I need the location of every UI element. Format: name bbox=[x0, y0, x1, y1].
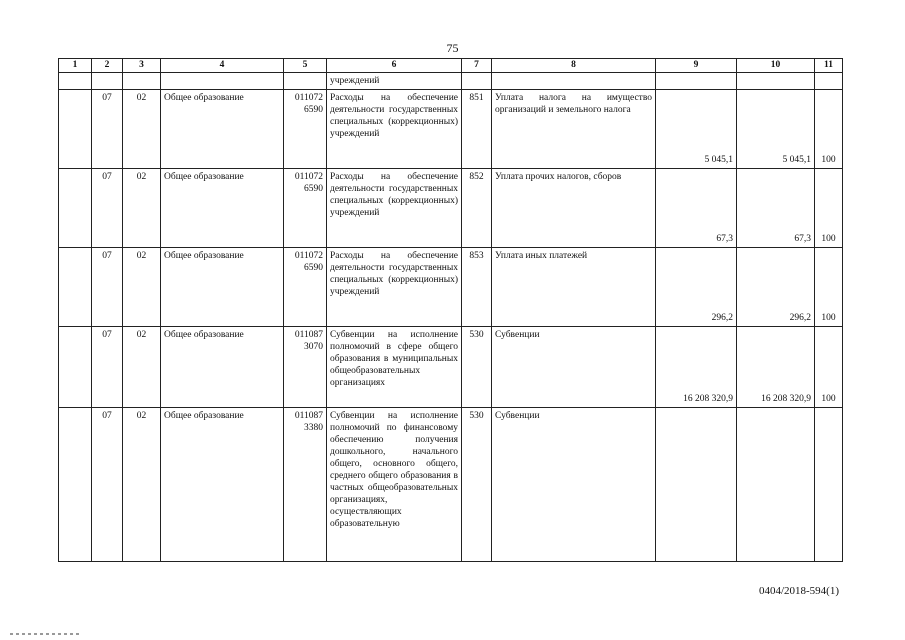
cell-percent: 100 bbox=[815, 327, 843, 408]
cell-expense-name: Уплата прочих налогов, сборов bbox=[492, 169, 656, 248]
cell-actual: 16 208 320,9 bbox=[737, 327, 815, 408]
header-cell: 10 bbox=[737, 59, 815, 73]
cell-actual: 67,3 bbox=[737, 169, 815, 248]
header-cell: 2 bbox=[92, 59, 123, 73]
table-row bbox=[59, 169, 843, 248]
continuation-row bbox=[59, 73, 843, 90]
cell-target-code: 011087 3380 bbox=[284, 408, 327, 562]
header-cell: 9 bbox=[656, 59, 737, 73]
header-cell: 1 bbox=[59, 59, 92, 73]
cell-section: 07 bbox=[92, 327, 123, 408]
cell-expense-name: Уплата налога на имущество организаций и земельного налога bbox=[492, 90, 656, 169]
header-cell: 8 bbox=[492, 59, 656, 73]
cell-subsection: 02 bbox=[123, 327, 161, 408]
table-row bbox=[59, 248, 843, 327]
cell-percent bbox=[815, 408, 843, 562]
page-number: 75 bbox=[446, 41, 459, 55]
header-cell: 11 bbox=[815, 59, 843, 73]
cell-purpose: учреждений bbox=[327, 73, 462, 90]
cell-name: Общее образование bbox=[161, 248, 284, 327]
cell-purpose: Субвенции на исполнение полномочий в сфере общего образования в муниципальных общеобразовательных организациях bbox=[327, 327, 462, 408]
table-row bbox=[59, 327, 843, 408]
cell-actual bbox=[737, 408, 815, 562]
header-cell: 5 bbox=[284, 59, 327, 73]
cell-actual: 296,2 bbox=[737, 248, 815, 327]
cell-section: 07 bbox=[92, 248, 123, 327]
cell-expense-name: Субвенции bbox=[492, 327, 656, 408]
cell-plan bbox=[656, 408, 737, 562]
cell-expense-name: Субвенции bbox=[492, 408, 656, 562]
cell-target-code: 011087 3070 bbox=[284, 327, 327, 408]
cell-plan: 5 045,1 bbox=[656, 90, 737, 169]
scan-artifact bbox=[10, 633, 80, 635]
cell-expense-type: 530 bbox=[462, 327, 492, 408]
cell-percent: 100 bbox=[815, 90, 843, 169]
cell-expense-type: 852 bbox=[462, 169, 492, 248]
cell-purpose: Расходы на обеспечение деятельности государственных специальных (коррекционных) учреждений bbox=[327, 248, 462, 327]
cell-actual: 5 045,1 bbox=[737, 90, 815, 169]
table-row bbox=[59, 90, 843, 169]
budget-table bbox=[58, 58, 843, 562]
document-code: 0404/2018-594(1) bbox=[758, 585, 839, 597]
cell-target-code: 011072 6590 bbox=[284, 90, 327, 169]
header-cell: 3 bbox=[123, 59, 161, 73]
cell-section: 07 bbox=[92, 169, 123, 248]
header-cell: 6 bbox=[327, 59, 462, 73]
cell-expense-type: 853 bbox=[462, 248, 492, 327]
cell-purpose: Субвенции на исполнение полномочий по финансовому обеспечению получения дошкольного, начального общего, основного общего, среднего общего образования в частных общеобразовательных организациях, осуществляющих образовательную bbox=[327, 408, 462, 562]
cell-expense-type: 851 bbox=[462, 90, 492, 169]
cell-expense-name: Уплата иных платежей bbox=[492, 248, 656, 327]
cell-name: Общее образование bbox=[161, 90, 284, 169]
cell-section: 07 bbox=[92, 90, 123, 169]
cell-target-code: 011072 6590 bbox=[284, 169, 327, 248]
cell-expense-type: 530 bbox=[462, 408, 492, 562]
cell-plan: 67,3 bbox=[656, 169, 737, 248]
header-cell: 4 bbox=[161, 59, 284, 73]
cell-percent: 100 bbox=[815, 169, 843, 248]
cell-percent: 100 bbox=[815, 248, 843, 327]
cell-subsection: 02 bbox=[123, 408, 161, 562]
cell-target-code: 011072 6590 bbox=[284, 248, 327, 327]
header-row bbox=[59, 59, 843, 73]
cell-purpose: Расходы на обеспечение деятельности государственных специальных (коррекционных) учреждений bbox=[327, 90, 462, 169]
cell-subsection: 02 bbox=[123, 169, 161, 248]
cell-plan: 16 208 320,9 bbox=[656, 327, 737, 408]
cell-name: Общее образование bbox=[161, 408, 284, 562]
cell-subsection: 02 bbox=[123, 90, 161, 169]
table-row bbox=[59, 408, 843, 562]
cell-purpose: Расходы на обеспечение деятельности государственных специальных (коррекционных) учреждений bbox=[327, 169, 462, 248]
cell-name: Общее образование bbox=[161, 169, 284, 248]
cell-name: Общее образование bbox=[161, 327, 284, 408]
cell-plan: 296,2 bbox=[656, 248, 737, 327]
cell-subsection: 02 bbox=[123, 248, 161, 327]
cell-section: 07 bbox=[92, 408, 123, 562]
header-cell: 7 bbox=[462, 59, 492, 73]
